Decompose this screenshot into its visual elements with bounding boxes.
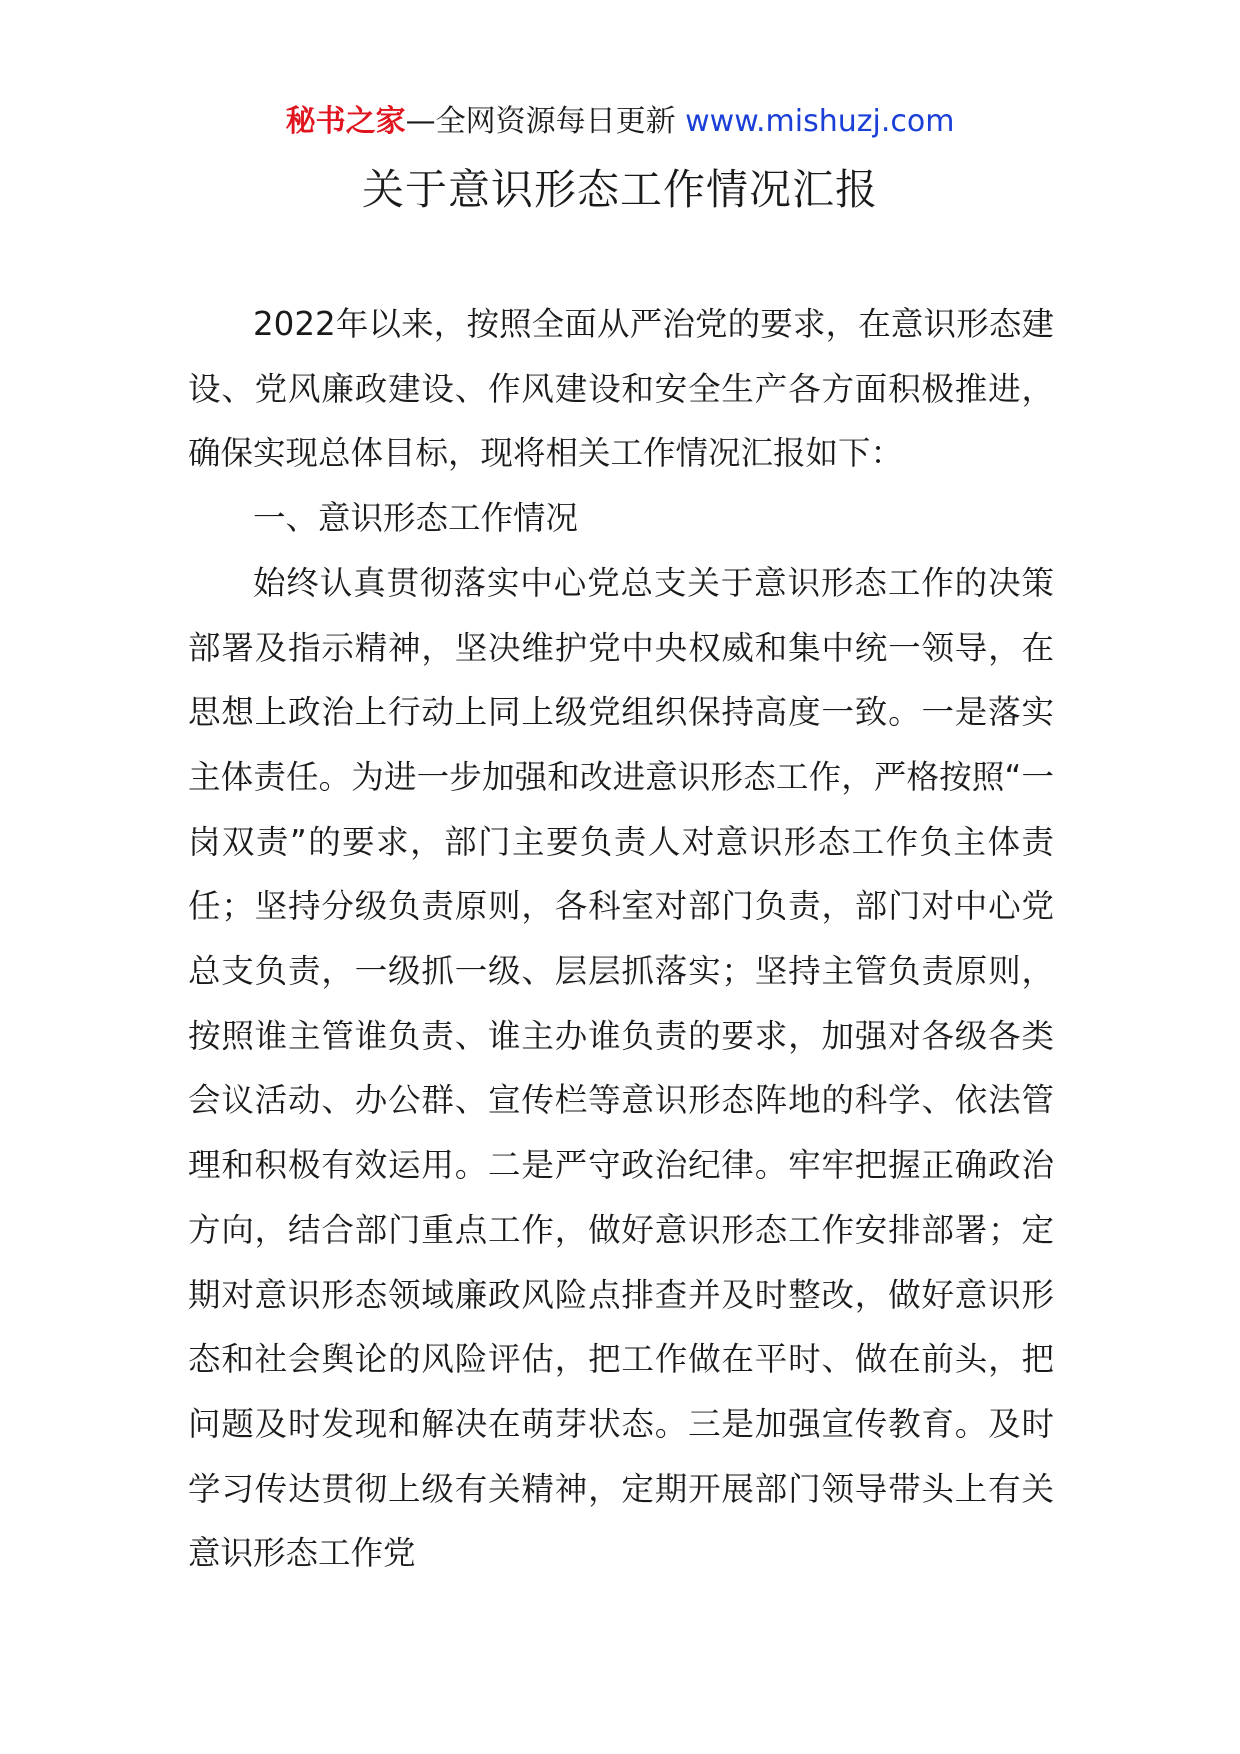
body-paragraph: 始终认真贯彻落实中心党总支关于意识形态工作的决策部署及指示精神，坚决维护党中央权威和集中统一领导，在思想上政治上行动上同上级党组织保持高度一致。一是落实主体责任。为进一步加强和改进意识形态工作，严格按照“一岗双责”的要求，部门主要负责人对意识形态工作负主体责任；坚持分级负责原则，各科室对部门负责，部门对中心党总支负责，一级抓一级、层层抓落实；坚持主管负责原则，按照谁主管谁负责、谁主办谁负责的要求，加强对各级各类会议活动、办公群、宣传栏等意识形态阵地的科学、依法管理和积极有效运用。二是严守政治纪律。牢牢把握正确政治方向，结合部门重点工作，做好意识形态工作安排部署；定期对意识形态领域廉政风险点排查并及时整改，做好意识形态和社会舆论的风险评估，把工作做在平时、做在前头，把问题及时发现和解决在萌芽状态。三是加强宣传教育。及时学习传达贯彻上级有关精神，定期开展部门领导带头上有关意识形态工作党 bbox=[188, 563, 1054, 1573]
site-url-link[interactable]: www.mishuzj.com bbox=[685, 104, 955, 139]
header-tagline: —全网资源每日更新 bbox=[405, 104, 686, 139]
site-header bbox=[0, 100, 1240, 144]
document-body bbox=[188, 292, 1054, 1586]
intro-paragraph: 2022年以来，按照全面从严治党的要求，在意识形态建设、党风廉政建设、作风建设和安全生产各方面积极推进，确保实现总体目标，现将相关工作情况汇报如下： bbox=[188, 305, 1054, 473]
brand-name: 秘书之家 bbox=[285, 104, 406, 139]
section-heading: 一、意识形态工作情况 bbox=[253, 499, 579, 538]
document-title: 关于意识形态工作情况汇报 bbox=[361, 165, 878, 214]
